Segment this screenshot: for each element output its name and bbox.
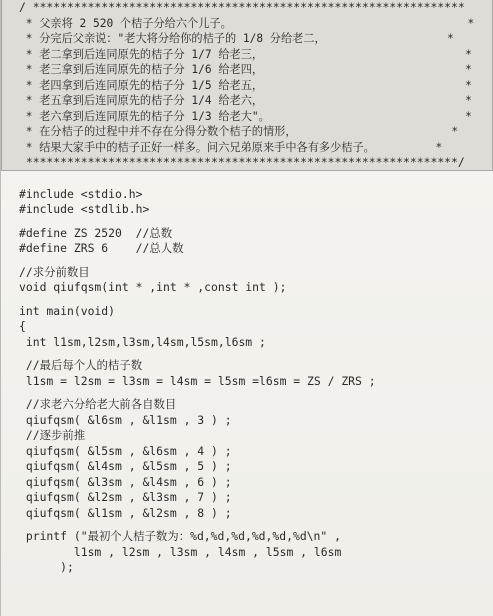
printf-line-3: );	[19, 560, 74, 574]
comment-backward: //逐步前推	[19, 428, 86, 442]
comment-line-9: * 结果大家手中的桔子正好一样多。问六兄弟原来手中各有多少桔子。 *	[19, 140, 443, 154]
open-brace: {	[19, 319, 26, 333]
comment-bottom-border: ***************************************************************/	[19, 155, 465, 169]
call-line-3: qiufqsm( &l3sm , &l4sm , 6 ) ;	[19, 474, 232, 489]
comment-six-to-one: //求老六分给老大前各自数目	[19, 397, 177, 411]
comment-final-count: //最后每个人的桔子数	[19, 358, 143, 372]
call-line-4: qiufqsm( &l4sm , &l5sm , 5 ) ;	[19, 459, 232, 473]
define-zrs: #define ZRS 6 //总人数	[19, 241, 184, 255]
printf-line-2: l1sm , l2sm , l3sm , l4sm , l5sm , l6sm	[19, 544, 342, 559]
function-prototype: void qiufqsm(int * ,int * ,const int );	[19, 280, 287, 294]
comment-line-2: * 分完后父亲说："老大将分给你的桔子的 1/8 分给老二， *	[19, 32, 454, 45]
define-zs: #define ZS 2520 //总数	[19, 225, 173, 240]
call-line-5: qiufqsm( &l5sm , &l6sm , 4 ) ;	[19, 443, 232, 458]
call-line-1: qiufqsm( &l1sm , &l2sm , 8 ) ;	[19, 505, 232, 520]
comment-top-border: / ***************************************************************	[19, 0, 465, 14]
comment-line-4: * 老三拿到后连同原先的桔子分 1/6 给老四， *	[19, 63, 472, 76]
comment-line-1: * 父亲将 2 520 个桔子分给六个儿子。 *	[19, 16, 475, 30]
variable-declaration: int l1sm,l2sm,l3sm,l4sm,l5sm,l6sm ;	[19, 334, 266, 349]
comment-function: //求分前数目	[19, 264, 90, 279]
comment-line-7: * 老六拿到后连同原先的桔子分 1/3 给老大"。 *	[19, 109, 472, 123]
call-line-2: qiufqsm( &l2sm , &l3sm , 7 ) ;	[19, 490, 232, 504]
source-code	[19, 0, 474, 576]
comment-line-6: * 老五拿到后连同原先的桔子分 1/4 给老六， *	[19, 94, 472, 107]
include-stdlib: #include <stdlib.h>	[19, 202, 150, 216]
include-stdio: #include <stdio.h>	[19, 186, 143, 201]
printf-line-1: printf ("最初个人桔子数为：%d,%d,%d,%d,%d,%d\n" ,	[19, 529, 341, 543]
comment-line-8: * 在分桔子的过程中并不存在分得分数个桔子的情形， *	[19, 125, 459, 138]
comment-line-3: * 老二拿到后连同原先的桔子分 1/7 给老三， *	[19, 47, 472, 61]
call-line-6: qiufqsm( &l6sm , &l1sm , 3 ) ;	[19, 412, 232, 427]
assignment-line: l1sm = l2sm = l3sm = l4sm = l5sm =l6sm = ZS / ZRS ;	[19, 373, 376, 388]
comment-line-5: * 老四拿到后连同原先的桔子分 1/5 给老五， *	[19, 78, 472, 92]
main-signature: int main(void)	[19, 303, 116, 318]
